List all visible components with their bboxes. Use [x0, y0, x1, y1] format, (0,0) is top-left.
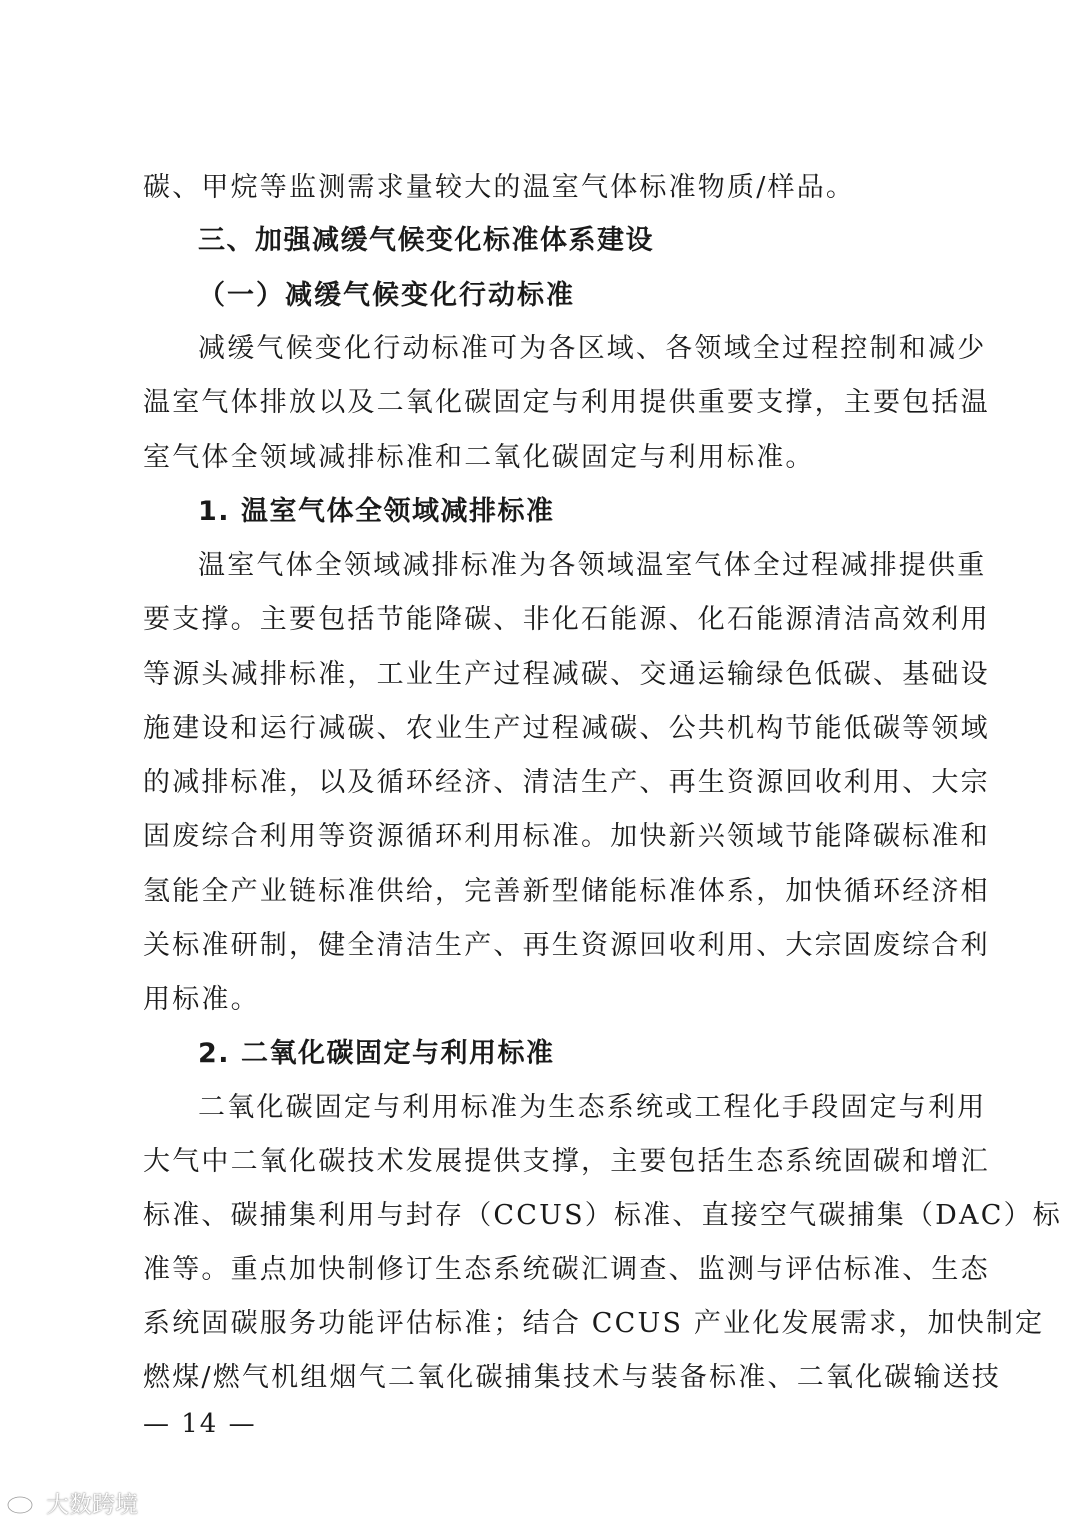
paragraph-line: 温室气体排放以及二氧化碳固定与利用提供重要支撑，主要包括温 [143, 387, 990, 418]
item-heading: 1. 温室气体全领域减排标准 [198, 496, 555, 527]
paragraph-line: 温室气体全领域减排标准为各领域温室气体全过程减排提供重 [198, 550, 987, 581]
page-number: — 14 — [143, 1409, 257, 1439]
paragraph-line: 燃煤/燃气机组烟气二氧化碳捕集技术与装备标准、二氧化碳输送技 [143, 1362, 1002, 1393]
paragraph-line: 系统固碳服务功能评估标准；结合 CCUS 产业化发展需求，加快制定 [143, 1308, 1045, 1339]
paragraph-line: 二氧化碳固定与利用标准为生态系统或工程化手段固定与利用 [198, 1092, 987, 1123]
paragraph-line: 施建设和运行减碳、农业生产过程减碳、公共机构节能低碳等领域 [143, 713, 990, 744]
paragraph-line: 大气中二氧化碳技术发展提供支撑，主要包括生态系统固碳和增汇 [143, 1146, 990, 1177]
paragraph-line: 的减排标准，以及循环经济、清洁生产、再生资源回收利用、大宗 [143, 767, 990, 798]
paragraph-line: 标准、碳捕集利用与封存（CCUS）标准、直接空气碳捕集（DAC）标 [143, 1200, 1062, 1231]
paragraph-line: 碳、甲烷等监测需求量较大的温室气体标准物质/样品。 [143, 172, 856, 203]
paragraph-line: 室气体全领域减排标准和二氧化碳固定与利用标准。 [143, 442, 815, 473]
section-heading: 三、加强减缓气候变化标准体系建设 [198, 225, 654, 256]
paragraph-line: 准等。重点加快制修订生态系统碳汇调查、监测与评估标准、生态 [143, 1254, 990, 1285]
watermark [6, 1486, 138, 1519]
item-heading: 2. 二氧化碳固定与利用标准 [198, 1038, 555, 1069]
paragraph-line: 用标准。 [143, 984, 260, 1015]
watermark-text: 大数跨境 [46, 1492, 138, 1518]
paragraph-line: 关标准研制，健全清洁生产、再生资源回收利用、大宗固废综合利 [143, 930, 990, 961]
weibo-logo-icon [6, 1491, 40, 1515]
paragraph-line: 氢能全产业链标准供给，完善新型储能标准体系，加快循环经济相 [143, 876, 990, 907]
paragraph-line: 要支撑。主要包括节能降碳、非化石能源、化石能源清洁高效利用 [143, 604, 990, 635]
paragraph-line: 减缓气候变化行动标准可为各区域、各领域全过程控制和减少 [198, 333, 987, 364]
subsection-heading: （一）减缓气候变化行动标准 [198, 280, 575, 311]
paragraph-line: 固废综合利用等资源循环利用标准。加快新兴领域节能降碳标准和 [143, 821, 990, 852]
paragraph-line: 等源头减排标准，工业生产过程减碳、交通运输绿色低碳、基础设 [143, 659, 990, 690]
